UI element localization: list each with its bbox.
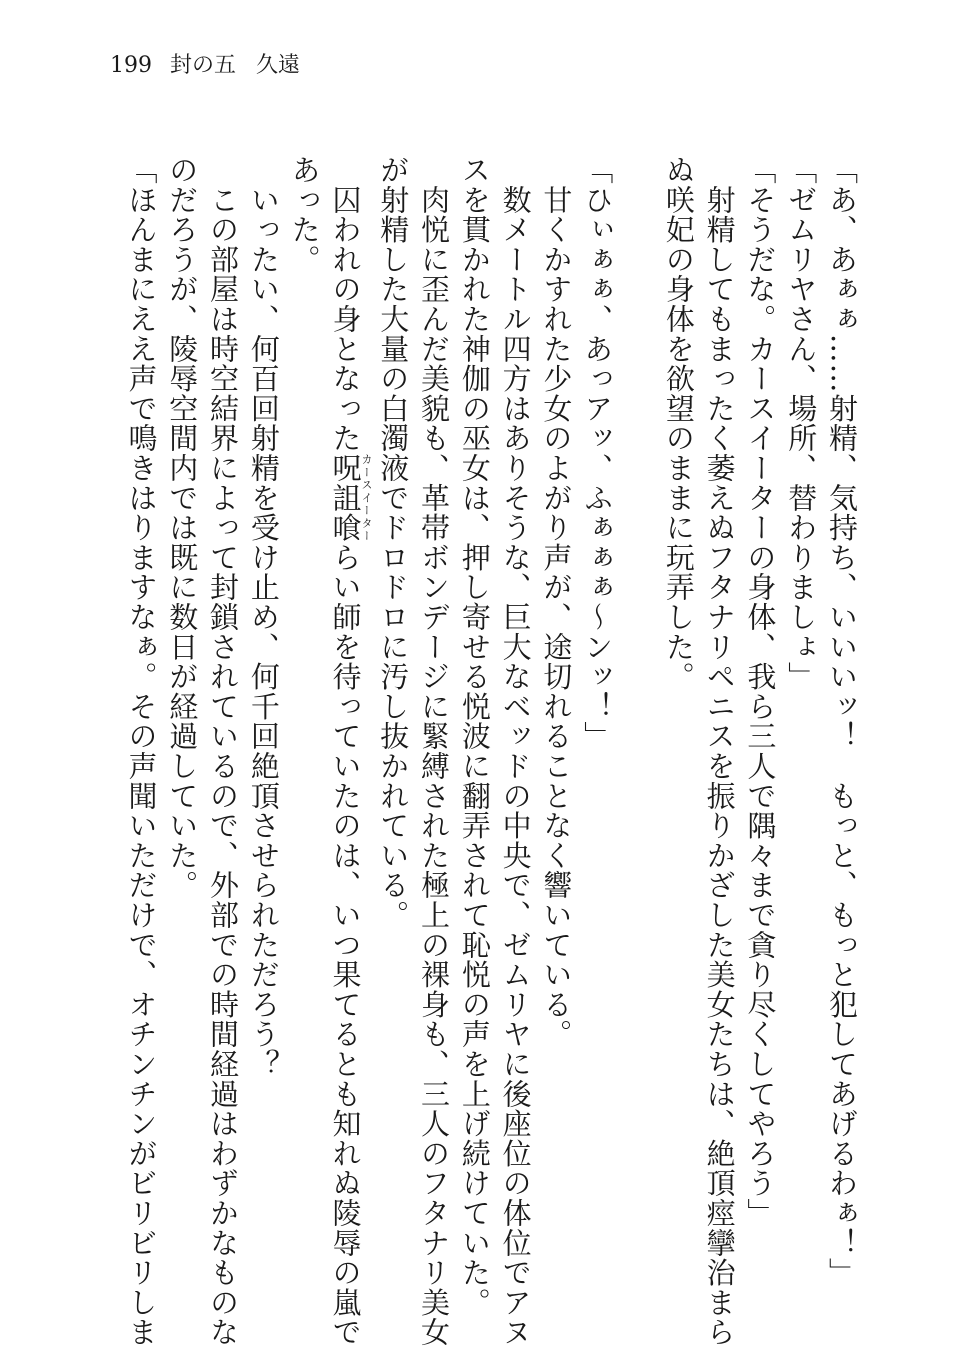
text-line: 数メートル四方はありそうな、巨大なベッドの中央で、ゼムリヤに後座位の体位でアヌ	[498, 155, 533, 1347]
page-number: 199	[110, 53, 152, 78]
ruby-line-rest: らい師を待っていたのは、いつ果てるとも知れぬ陵辱の嵐で	[328, 542, 363, 1348]
text-line: スを貫かれた神伽の巫女は、押し寄せる悦波に翻弄されて恥悦の声を上げ続けていた。	[457, 155, 492, 1318]
running-header	[110, 48, 300, 82]
text-line: 「ひぃぁぁ、あっアッ、ふぁぁぁ〜ンッ！」	[580, 155, 615, 751]
blank-line	[617, 155, 658, 1245]
ruby-base: 呪詛喰	[328, 453, 363, 543]
text-line: 射精してもまったく萎えぬフタナリペニスを振りかざした美女たちは、絶頂痙攣治まら	[702, 155, 737, 1347]
text-line: この部屋は時空結界によって封鎖されているので、外部での時間経過はわずかなものな	[206, 155, 241, 1347]
text-line: いったい、何百回射精を受け止め、何千回絶頂させられただろう？	[246, 155, 281, 1079]
text-line: 肉悦に歪んだ美貌も、革帯ボンデージに緊縛された極上の裸身も、三人のフタナリ美女	[417, 155, 452, 1347]
text-line: あった。	[287, 155, 322, 275]
text-line-with-ruby	[325, 155, 373, 1348]
text-line: 「そうだな。カースイーターの身体、我ら三人で隅々まで貪り尽くしてやろう」	[743, 155, 778, 1228]
chapter-label: 封の五	[170, 53, 237, 78]
text-line: 「ゼムリヤさん、場所、替わりましょ」	[784, 155, 819, 692]
text-line: のだろうが、陵辱空間内では既に数日が経過していた。	[165, 155, 200, 900]
text-line: 「あ、あぁぁ……射精、気持ち、いいいッ！ もっと、もっと犯してあげるわぁ！」	[825, 155, 859, 1288]
ruby-reading: カースイーター	[359, 453, 373, 543]
chapter-subtitle: 久遠	[256, 53, 301, 78]
text-line: 甘くかすれた少女のよがり声が、途切れることなく響いている。	[539, 155, 574, 1049]
ruby-line-intro: 囚われの身となった	[328, 155, 363, 453]
text-line: 「ほんまにええ声で鳴きはりますなぁ。その声聞いただけで、オチンチンがビリビリしま	[124, 155, 159, 1347]
text-line: ぬ咲妃の身体を欲望のままに玩弄した。	[661, 155, 696, 692]
text-line: が射精した大量の白濁液でドロドロに汚し抜かれている。	[376, 155, 411, 930]
vertical-text-body	[102, 155, 862, 1348]
ruby-annotation	[328, 453, 373, 543]
